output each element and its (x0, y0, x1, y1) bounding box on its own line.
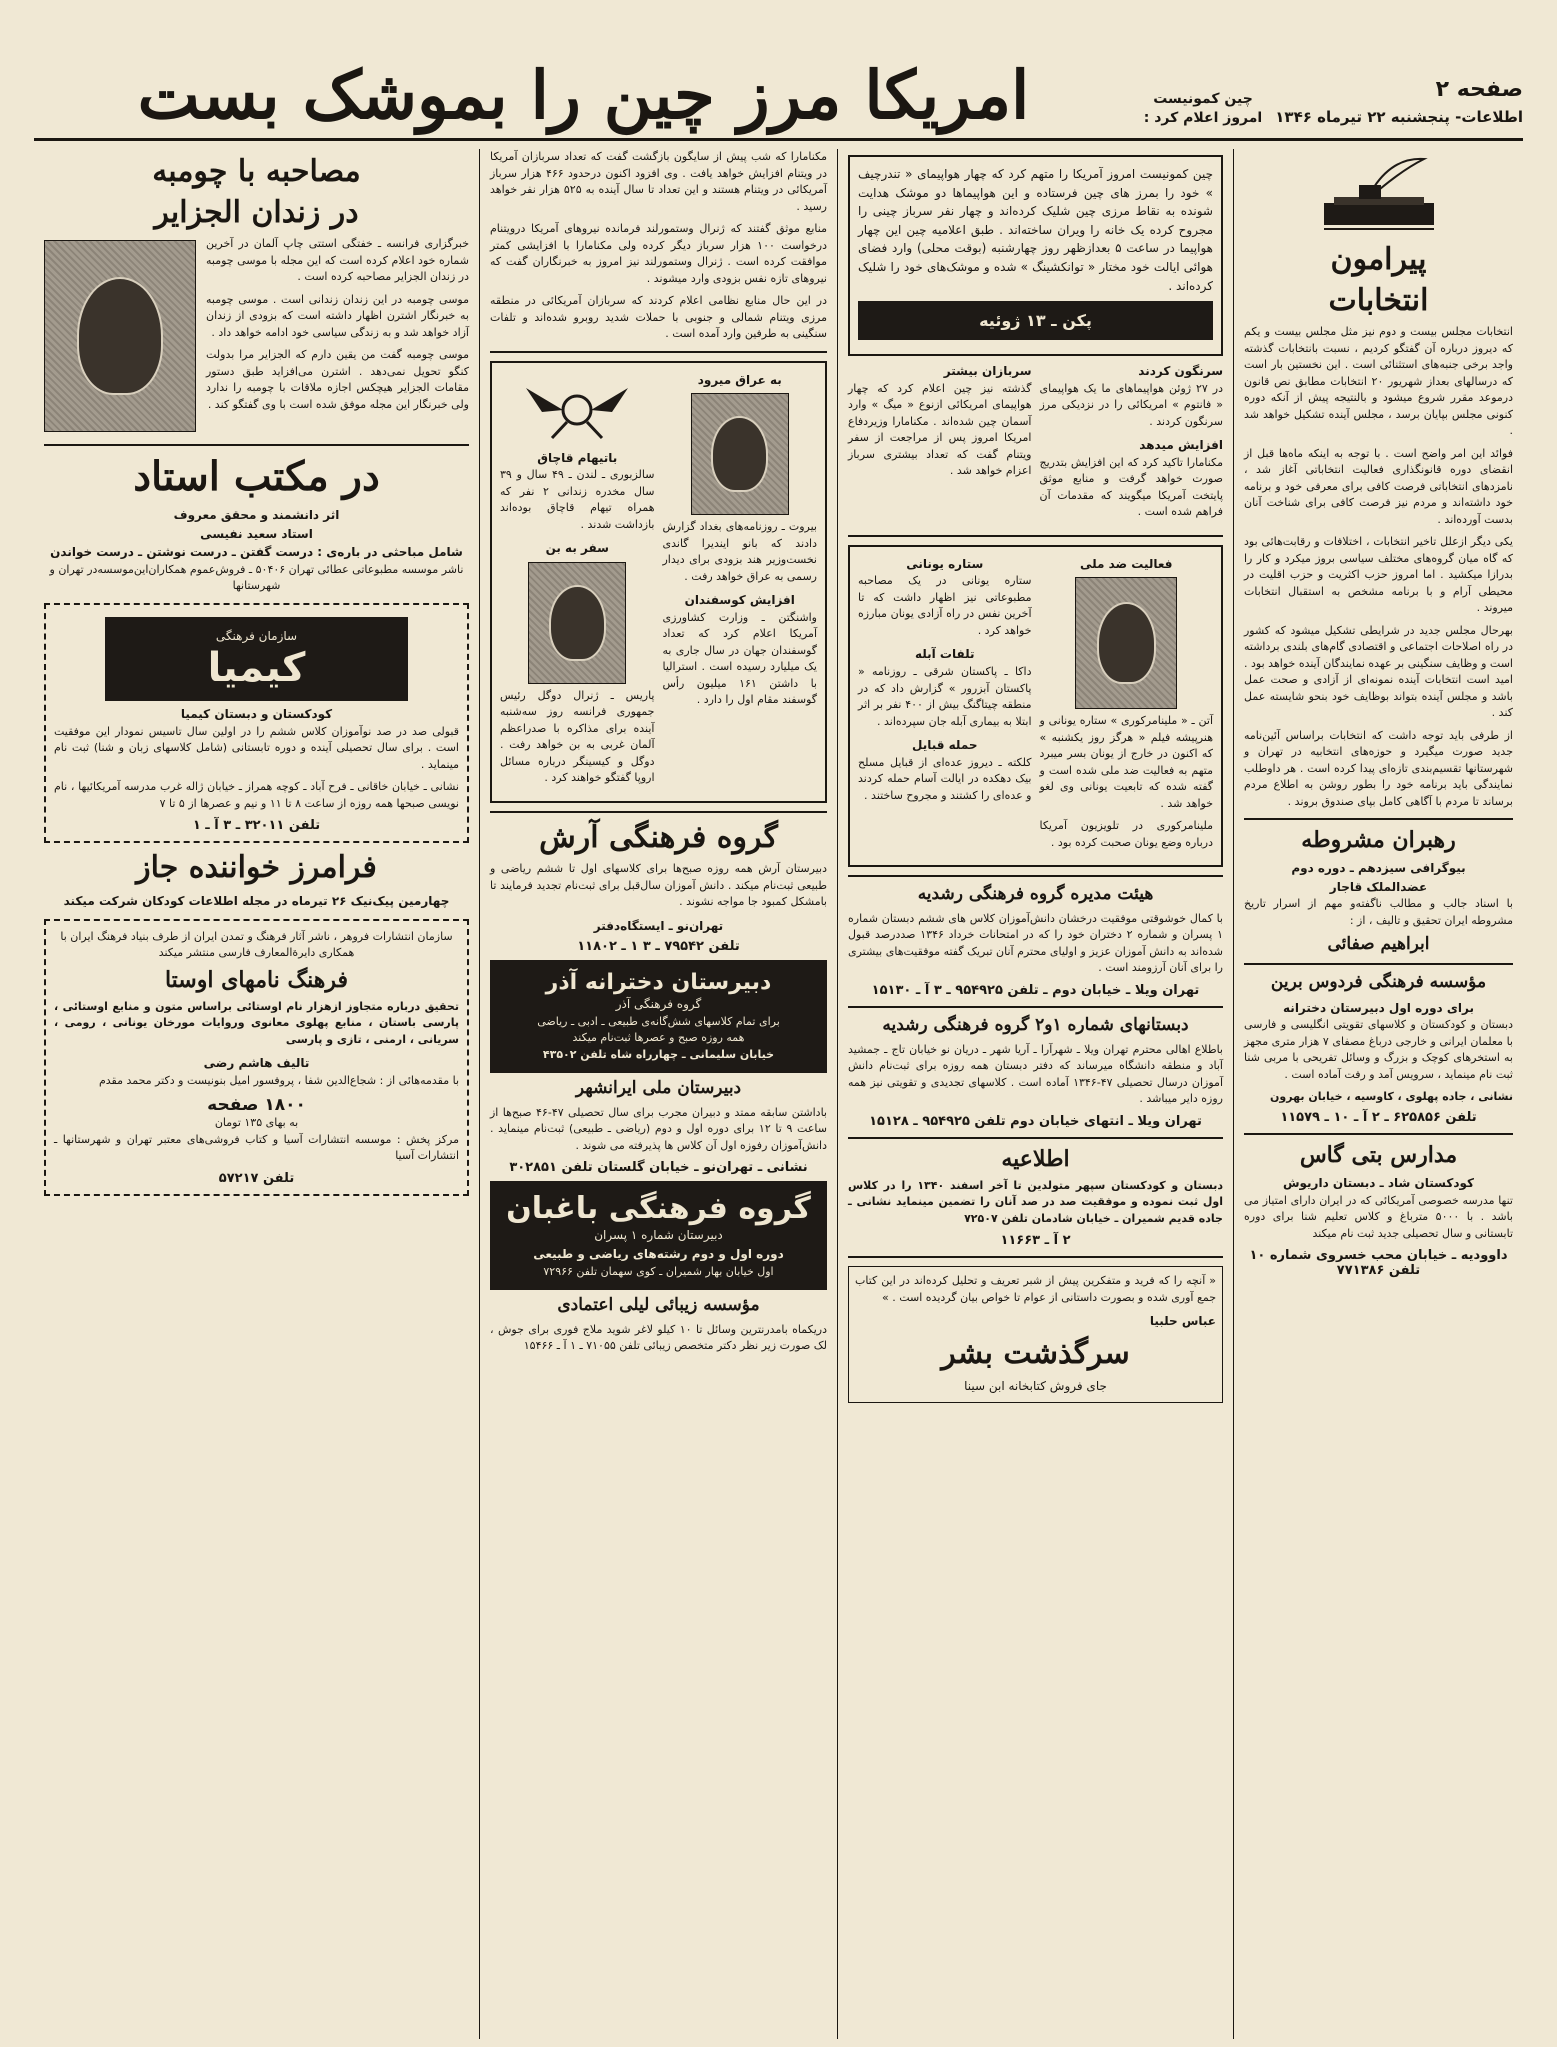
ad-bagban (490, 1181, 827, 1290)
photo-mercouri (1075, 577, 1177, 709)
main-headline: امریکا مرز چین را بموشک بست (137, 56, 1030, 134)
elections-paragraph: یکی دیگر ازعلل تاخیر انتخابات ، اختلافات و رقابت‌هائی بود که گاه میان گروه‌های مختلف سیاسی بروز میکرد و کار را بدرازا میکشید . اما امروز حزب اکثریت و حزب اقلیت در محیطی آرام و با برنامه مشخص به استقبال انتخابات میروند . (1244, 535, 1513, 614)
bagban-line: اول خیابان بهار شمیران ـ کوی سهمان تلفن ۷۲۹۶۶ (543, 1264, 774, 1278)
elections-title-1: پیرامون (1330, 242, 1427, 277)
columns (34, 149, 1523, 2039)
mashrouteh-author: ابراهیم صفائی (1327, 934, 1430, 955)
photo-gandhi (691, 393, 789, 515)
brief-title: ستاره یونانی (906, 556, 984, 571)
avesta-phone: تلفن ۵۷۲۱۷ (218, 1170, 295, 1186)
bagban-line: گروه فرهنگی باغبان (506, 1191, 811, 1227)
notice-body: دبستان و کودکستان سپهر متولدین تا آخر اسفند ۱۳۴۰ را در کلاس اول ثبت نموده و موفقیت صد در صد آنان را تضمین مینماید نشانی ـ جاده قدیم شمیران ـ خیابان شادمان تلفن ۷۲۵۰۷ (848, 1178, 1223, 1225)
leila-title: مؤسسه زیبائی لیلی اعتمادی (557, 1295, 760, 1316)
roshdieh-phone: تهران ویلا ـ خیابان دوم ـ تلفن ۹۵۴۹۲۵ ـ ۳ آ ـ ۱۵۱۳۰ (871, 982, 1200, 998)
brief-body: آتن ـ « ملینامرکوری » ستاره یونانی و هنرپیشه فیلم « هرگز روز یکشنبه » که اکنون در خارج از یونان بسر میبرد متهم به فعالیت ضد ملی شده است و گفته شده که تابعیت یونانی وی لغو خواهد شد . (1039, 714, 1213, 810)
brief-body: پاریس ـ ژنرال دوگل رئیس جمهوری فرانسه روز سه‌شنبه آینده برای مذاکره با صدراعظم آلمان غربی به بن خواهد رفت . دوگل و کیسینگر درباره مسائل اروپا گفتگو خواهند کرد . (500, 688, 655, 785)
brief-body: سالزبوری ـ لندن ـ ۴۹ سال و ۳۹ سال مخدره زندانی ۲ نفر که همراه تیهام قاچاق بوده‌اند بازداشت شدند . (500, 468, 655, 531)
divider (44, 444, 469, 446)
page-label: صفحه ۲ (1435, 76, 1523, 102)
betigas-sub: کودکستان شاد ـ دبستان داریوش (1282, 1175, 1475, 1190)
kimia-banner (105, 617, 409, 702)
interview-paragraph: موسی چومبه گفت من یقین دارم که الجزایر مرا بدولت کنگو تحویل نمی‌دهد . اشترن می‌افزاید طبق دستور مقامات الجزایر هیچکس اجازه ملاقات با چومبه را ندارد ولی خبرنگار این مجله موفق شده است با وی گفتگو کند . (206, 348, 469, 411)
kimia-body: قبولی صد در صد نوآموزان کلاس ششم را در اولین سال تاسیس نمودار این موفقیت است . برای سال تحصیلی آینده و دوره تابستانی (شامل کلاسهای زبان و شنا) ثبت نام مینماید . (54, 724, 459, 771)
china-dateline: پکن ـ ۱۳ ژوئیه (858, 301, 1213, 340)
kimia-banner-small: سازمان فرهنگی (215, 628, 298, 643)
divider (1244, 963, 1513, 965)
maktab-line: اثر دانشمند و محقق معروف (173, 508, 340, 522)
ad-roshdieh (848, 885, 1223, 998)
sargozasht-quote: « آنچه را که فرید و متفکرین پیش از شبر تعریف و تحلیل کرده‌اند در این کتاب جمع آوری شده و بصورت داستانی از عوام تا خواص بیان گردیده است . » (855, 1274, 1216, 1304)
avesta-small: سازمان انتشارات فروهر ، ناشر آثار فرهنگ و تمدن ایران از طرف بنیاد فرهنگ ایران با همکاری دایرة‌المعارف فارسی منتشر میکند (60, 929, 453, 960)
azar-line: دبیرستان دخترانه آذر (545, 970, 772, 996)
wings-emblem-icon (522, 378, 632, 442)
iranshahr-phone: نشانی ـ تهران‌نو ـ خیابان گلستان تلفن ۳۰۲۸۵۱ (509, 1160, 808, 1176)
ferdows-phone: تلفن ۶۲۵۸۵۶ ـ ۲ آ ـ ۱۰ ـ ۱۱۵۷۹ (1280, 1109, 1477, 1125)
betigas-phone: داوودیه ـ خیابان محب خسروی شماره ۱۰ تلفن ۷۷۱۳۸۶ (1249, 1248, 1508, 1279)
ferdows-body: دبستان و کودکستان و کلاسهای تقویتی انگلیسی و فارسی با معلمان ایرانی و خارجی درباغ مصفای ۷ هزار متری مجهز به استخرهای کوچک و بزرگ و وسائل تفریحی با مربی شنا ثبت نام مینماید ، سرویس آمد و رفت آماده است . (1244, 1018, 1513, 1081)
ad-iranshahr (490, 1079, 827, 1175)
avesta-price: به بهای ۱۳۵ تومان (214, 1116, 299, 1130)
avesta-dist: مرکز پخش : موسسه انتشارات آسیا و کتاب فروشی‌های معتبر تهران و شهرستانها ـ انتشارات آسیا (54, 1132, 459, 1163)
masthead-meta (1273, 73, 1523, 129)
kimia-banner-big: کیمیا (207, 645, 306, 692)
sargozasht-author: عباس حلبیا (1149, 1314, 1216, 1329)
avesta-author: تالیف هاشم رضی (203, 1056, 310, 1071)
elections-paragraph: فوائد این امر واضح است . با توجه به اینکه ماه‌ها قبل از انقضای دوره قانونگذاری فعالیت انتخاباتی آغاز شد ، نامزدهای انتخاباتی فرصت کافی برای معرفی خود و برنامه خود داشته‌اند و مردم نیز فرصت کافی برای شناخت آنان بدست آورده‌اند . (1244, 446, 1513, 526)
faramarz-title: فرامرز خواننده جاز (136, 850, 377, 886)
arash-address: تهران‌نو ـ ایستگاه‌دفتر (593, 918, 724, 933)
ferdows-sub: برای دوره اول دبیرستان دخترانه (1283, 1000, 1474, 1015)
arash-title: گروه فرهنگی آرش (539, 819, 778, 855)
subhead-body: در ۲۷ ژوئن هواپیماهای ما یک هواپیمای « فانتوم » امریکائی را در نزدیکی مرز سرنگون کردند . (1039, 381, 1223, 428)
betigas-title: مدارس بتی گاس (1299, 1141, 1458, 1168)
faramarz-body: چهارمین پیک‌نیک ۲۶ تیرماه در مجله اطلاعات کودکان شرکت میکند (63, 893, 450, 908)
brief-body: واشنگتن ـ وزارت کشاورزی آمریکا اعلام کرد که تعداد گوسفندان جهان در سال جاری به یک میلیارد رسیده است . استرالیا با داشتن ۱۶۱ میلیون رأس گوسفند مقام اول را دارد . (662, 610, 817, 707)
divider (848, 535, 1223, 537)
ad-betigas (1244, 1143, 1513, 1278)
roshdieh2-title: دبستانهای شماره ۱و۲ گروه فرهنگی رشدیه (882, 1014, 1189, 1035)
avesta-intro: با مقدمه‌ها‌ئی از : شجاع‌الدین شفا ، پروفسور امیل بنونیست و دکتر محمد مقدم (98, 1073, 459, 1087)
brief-body: کلکته ـ دیروز عده‌ای از قبایل مسلح بیک دهکده در ایالت آسام حمله کردند و عده‌ای را کشتند و مجروح ساختند . (858, 755, 1032, 802)
ferdows-address: نشانی ، جاده پهلوی ، کاوسیه ، خیابان بهرون (1270, 1090, 1513, 1104)
interview-title-1: مصاحبه با چومبه (152, 154, 361, 189)
interview-title-2: در زندان الجزایر (154, 194, 359, 230)
avesta-pages: ۱۸۰۰ صفحه (207, 1095, 306, 1116)
china-subcolumn (1040, 362, 1224, 527)
sargozasht-sub: جای فروش کتابخانه ابن سینا (964, 1379, 1107, 1394)
ad-leila (490, 1296, 827, 1355)
emblem-illustration (500, 375, 655, 445)
brief-title: فعالیت ضد ملی (1079, 556, 1173, 571)
photo-de-gaulle (528, 562, 626, 684)
subhead: افزایش میدهد (1139, 438, 1223, 453)
world-briefs-col (500, 371, 655, 793)
briefs-col (858, 555, 1032, 858)
maktab-line: شامل مباحثی در باره‌ی : درست گفتن ـ درست نوشتن ـ درست خواندن (50, 545, 463, 560)
iranshahr-title: دبیرستان ملی ایرانشهر (575, 1078, 742, 1099)
brief-body: ملینامرکوری در تلویزیون آمریکا درباره وضع یونان صحبت کرده بود . (1039, 819, 1213, 849)
china-lead-box (848, 155, 1223, 356)
column-china-news (837, 149, 1233, 2039)
interview-body (44, 236, 469, 436)
subhead-body: گذشته نیز چین اعلام کرد که چهار هواپیمای امریکائی ازنوع « میگ » وارد آسمان چین شده‌اند . مکنامارا وزیردفاع امریکا امروز پس از مراجعت از سفر ویتنام گفت که تعداد بیشتری سرباز اعزام خواهد شد . (848, 381, 1032, 478)
arash-phone: تلفن ۷۹۵۴۲ ـ ۳ ۱ ـ ۱۱۸۰۲ (577, 939, 740, 955)
ad-avesta (44, 919, 469, 1196)
elections-paragraph: انتخابات مجلس بیست و دوم نیز مثل مجلس بیست و یکم که دیروز درباره آن گفتگو کردیم ، نسبت بانتخابات گذشته واجد برخی جنبه‌های استثنائی است . این نخستین بار است که درسالهای بعداز شهریور ۲۰ انتخابات مطابق نص قانون درموعد مقرر شروع میشود و بالنتیجه پیش از آنکه دوره کنونی مجلس بپایان برسد ، مجلس آینده تشکیل خواهد شد . (1244, 325, 1513, 437)
ad-mashrouteh (1244, 828, 1513, 955)
story-paragraph: مکنامارا که شب پیش از سایگون بازگشت گفت که تعداد سربازان آمریکا در ویتنام افزایش خواهد یافت . وی افزود اکنون درحدود ۴۶۶ هزار سرباز آمریکائی در ویتنام هستند و این تعداد تا سال آینده به ۵۲۵ هزار نفر خواهد رسید . (490, 150, 828, 213)
column-vietnam (479, 149, 837, 2039)
azar-line: گروه فرهنگی آذر (615, 997, 702, 1012)
kimia-address: نشانی ـ خیابان خاقانی ـ فرح آباد ـ کوچه همراز ـ خیابان ژاله غرب مدرسه آمریکائیها ، نام نویسی صبحها همه روزه از ساعت ۸ تا ۱۱ و نیم و عصرها از ۵ تا ۷ (54, 780, 459, 810)
brief-title: حمله قبایل (911, 738, 978, 753)
ad-ferdows (1244, 973, 1513, 1125)
brief-body: بیروت ـ روزنامه‌های بغداد گزارش دادند که بانو ایندیرا گاندی نخست‌وزیر هند بزودی برای دیدار رسمی به عراق خواهد رفت . (662, 520, 817, 583)
china-subcolumns (848, 362, 1223, 527)
iranshahr-body: باداشتن سابقه ممتد و دبیران مجرب برای سال تحصیلی ۴۷-۴۶ صبح‌ها از ساعت ۹ تا ۱۲ برای دوره اول و دوم (ریاضی ـ طبیعی) ثبت‌نام مینماید . دانش‌آموزان رفوزه اول آن کلاس ها پذیرفته می شوند . (490, 1105, 827, 1152)
briefs-grid (858, 555, 1213, 858)
roshdieh-body: با کمال خوشوقتی موفقیت درخشان دانش‌آموزان کلاس های ششم دبستان شماره ۱ پسران و شماره ۲ دختران خود را که در امتحانات خرداد ۱۳۴۶ صددرصد قبول شده‌اند به دانش آموزان عزیز و اولیای محترم آنان تبریک گفته موفقیت‌های بیشتری را برای آنان آرزومند است . (848, 911, 1223, 975)
photo-tshombe (44, 240, 196, 432)
masthead (34, 22, 1523, 141)
divider (848, 1006, 1223, 1008)
avesta-title: فرهنگ نامهای اوستا (164, 966, 349, 993)
avesta-body: تحقیق درباره متجاوز ازهزار نام اوستائی براساس متون و منابع اوستائی ، پارسی باستان ، منابع پهلوی معانوی وروایات مورخان یونانی ، رومی ، سریانی ، ارمنی ، تازی و پارسی (54, 999, 459, 1046)
ink-pen-illustration (1244, 153, 1513, 237)
subhead: سربازان بیشتر (943, 364, 1032, 379)
ad-maktab (44, 454, 469, 595)
bagban-line: دوره اول و دوم رشته‌های ریاضی و طبیعی (533, 1247, 784, 1262)
briefs-box (848, 545, 1223, 868)
ferdows-title: مؤسسه فرهنگی فردوس برین (1270, 972, 1487, 993)
elections-paragraph: بهرحال مجلس جدید در شرایطی تشکیل میشود که کشور در راه اصلاحات اجتماعی و اقتصادی گام‌های بلندی برداشته است و وظایف سنگینی بر عهده نمایندگان آینده خواهد بود . امید است انتخابات آینده نمونه‌ای از آزادی و صحت عمل باشد و مجلس آینده بتواند بوظایف خود بنحو شایسته عمل کند . (1244, 623, 1513, 719)
ad-arash (490, 821, 827, 955)
sargozasht-title: سرگذشت بشر (941, 1335, 1130, 1371)
azar-line: برای تمام کلاسهای شش‌گانه‌ی طبیعی ـ ادبی ـ ریاضی (537, 1014, 780, 1028)
ad-azar (490, 960, 827, 1073)
notice-phone: ۲ آ ـ ۱۱۶۶۳ (1000, 1233, 1071, 1249)
elections-title-2: انتخابات (1328, 282, 1429, 318)
maktab-line: استاد سعید نفیسی (200, 526, 313, 541)
bagban-line: دبیرستان شماره ۱ پسران (594, 1228, 723, 1243)
headline-kicker: چین کمونیست امروز اعلام کرد : (1143, 91, 1263, 127)
roshdieh2-phone: تهران ویلا ـ انتهای خیابان دوم تلفن ۹۵۴۹۲۵ ـ ۱۵۱۲۸ (869, 1113, 1202, 1129)
divider (490, 811, 827, 813)
brief-title: به عراق میرود (697, 372, 782, 387)
elections-paragraph: از طرفی باید توجه داشت که انتخابات براساس آئین‌نامه جدید صورت میگیرد و حوزه‌های انتخابیه در تهران و شهرستانها تقسیم‌بندی تازه‌ای پیدا کرده است . هر داوطلب نمایندگی باید برنامه خود را بطور روشن به اطلاع مردم برساند تا مردم با آگاهی کامل بپای صندوق بروند . (1244, 728, 1513, 808)
brief-body: داکا ـ پاکستان شرقی ـ روزنامه « پاکستان آبزرور » گزارش داد که در منطقه چیتاگنگ بیش از ۴۰۰ نفر بر اثر ابتلا به بیماری آبله جان سپرده‌اند . (858, 665, 1032, 728)
mashrouteh-title: رهبران مشروطه (1301, 827, 1456, 853)
briefs-col (1040, 555, 1214, 858)
subhead: سرنگون کردند (1138, 364, 1223, 379)
china-subcolumn (848, 362, 1032, 527)
subhead-body: مکنامارا تاکید کرد که این افزایش بتدریج صورت خواهد گرفت و منابع موثق پایتخت آمریکا میگویند که مقدمات آن فراهم شده است . (1039, 455, 1223, 519)
divider (848, 1256, 1223, 1258)
roshdieh-title: هیئت مدیره گروه فرهنگی رشدیه (917, 884, 1154, 905)
kimia-sub: کودکستان و دبستان کیمیا (180, 707, 333, 722)
notice-title: اطلاعیه (1001, 1145, 1070, 1172)
ad-sargozasht (848, 1266, 1223, 1403)
maktab-line: ناشر موسسه مطبوعاتی عطائی تهران ۵۰۴۰۶ ـ فروش‌عموم همکاران‌این‌موسسه‌در تهران و شهرستانها (49, 562, 464, 593)
ad-faramarz (44, 851, 469, 910)
world-briefs-box (490, 361, 827, 803)
ad-kimia (44, 603, 469, 844)
story-paragraph: منابع موثق گفتند که ژنرال وستمورلند فرمانده نیروهای آمریکا درویتنام درخواست ۱۰۰ هزار سرباز دیگر کرده ولی مکنامارا با افزایشی کمتر موافقت کرده است . ژنرال وستمورلند نیز امروز به خبرنگاران گفت که نیروهای تازه نفس بزودی وارد میشوند . (490, 222, 827, 285)
brief-title: سفر به بن (545, 541, 609, 556)
mashrouteh-body: با اسناد جالب و مطالب ناگفته‌و مهم از اسرار تاریخ مشروطه ایران تحقیق و تالیف ، از : (1244, 897, 1513, 927)
ad-notice (848, 1147, 1223, 1249)
brief-title: باتیهام قاچاق (537, 450, 618, 465)
roshdieh2-body: باطلاع اهالی محترم تهران ویلا ـ شهرآرا ـ آریا شهر ـ دریان نو خیابان تاج ـ جمشید آباد و منطقه دانشگاه میرساند که دفتر دبستان همه روزه برای ثبت‌نام دانش آموزان درسال تحصیلی ۴۷-۱۳۴۶ آماده است . کلاسهای تجدیدی و تقویتی نیز همه روزه دایر میباشد . (848, 1042, 1224, 1106)
interview-paragraph: موسی چومبه در این زندان زندانی است . موسی چومبه به خبرنگار اشترن اظهار داشته است که بزودی از زندان آزاد خواهد شد و به زندگی سیاسی خود ادامه خواهد داد . (206, 292, 469, 339)
interview-text (206, 236, 469, 436)
maktab-title: در مکتب استاد (133, 453, 380, 500)
world-briefs-grid (500, 371, 817, 793)
brief-body: ستاره یونانی در یک مصاحبه مطبوعاتی نیز اظهار داشت که تا آخرین نفس در راه آزادی یونان مبارزه خواهد کرد . (858, 574, 1032, 637)
azar-line: همه روزه صبح و عصرها ثبت‌نام میکند (572, 1031, 745, 1045)
azar-line: خیابان سلیمانی ـ چهارراه شاه تلفن ۴۳۵۰۲ (542, 1047, 775, 1061)
story-paragraph: در این حال منابع نظامی اعلام کردند که سربازان آمریکائی در منطقه مرزی ویتنام شمالی و جنوبی با حملات شدید روبرو شده‌اند و تلفات سنگینی به طرفین وارد آمده است . (490, 294, 827, 340)
inkwell-quill-icon (1304, 155, 1454, 235)
divider (490, 351, 827, 353)
column-left (34, 149, 479, 2039)
betigas-body: تنها مدرسه خصوصی آمریکائی که در ایران دارای امتیاز می باشد . با ۵۰۰۰ مترباغ و کلاس تعلیم شنا برای دوره تابستانی و سال تحصیلی جدید ثبت نام میکند (1244, 1193, 1513, 1240)
divider (848, 875, 1223, 877)
divider (1244, 1133, 1513, 1135)
brief-title: تلفات آبله (914, 647, 975, 662)
kimia-phone: تلفن ۳۲۰۱۱ ـ ۳ آ ـ ۱ (192, 818, 321, 834)
mashrouteh-sub: بیوگرافی سیزدهم ـ دوره دوم (1291, 861, 1466, 876)
brief-title: افزایش کوسفندان (684, 593, 795, 608)
divider (848, 1137, 1223, 1139)
china-lead: چین کمونیست امروز آمریکا را متهم کرد که چهار هواپیمای « تندرچیف » خود را بمرز های چین فرستاده و این هواپیماها دو موشک هدایت شونده به نقاط مرزی چین شلیک کرده‌اند و چهار نفر سرباز چینی را مجروح کرده یک خانه را ویران ساخته‌اند . طبق اعلامیه چین این چهار هواپیما در ساعت ۵ بعدازظهر روز چهارشنبه (بوقت محلی) وارد فضای هوائی ایالت خود مختار « توانکشینگ » شده و موشک‌های خود را شلیک کرده‌اند . (858, 167, 1213, 293)
interview-paragraph: خبرگزاری فرانسه ـ خفتگی استتی چاپ آلمان در آخرین شماره خود اعلام کرده است که این مجله با موسی چومبه در زندان الجزایر مصاحبه کرده است . (206, 237, 469, 283)
world-briefs-col (663, 371, 818, 793)
mashrouteh-sub: عضدالملک قاجار (1329, 879, 1428, 894)
ad-roshdieh-2 (848, 1016, 1223, 1129)
interview-section (44, 155, 469, 436)
divider (1244, 818, 1513, 820)
arash-body: دبیرستان آرش همه روزه صبح‌ها برای کلاسهای اول تا ششم ریاضی و طبیعی ثبت‌نام میکند . دانش آموزان سال‌قبل برای ثبت‌نام تجدید فرمایند تا بامشکل کمبود جا مواجه نشوند . (490, 862, 827, 909)
dateline: اطلاعات- پنجشنبه ۲۲ تیرماه ۱۳۴۶ (1275, 107, 1523, 126)
leila-body: دریکماه بامدرنترین وسائل تا ۱۰ کیلو لاغر شوید ملاج فوری برای جوش ، لک صورت زیر نظر دکتر متخصص زیبائی تلفن ۷۱۰۵۵ ـ ۱ آ ـ ۱۵۴۶۶ (490, 1322, 827, 1353)
column-elections (1233, 149, 1523, 2039)
